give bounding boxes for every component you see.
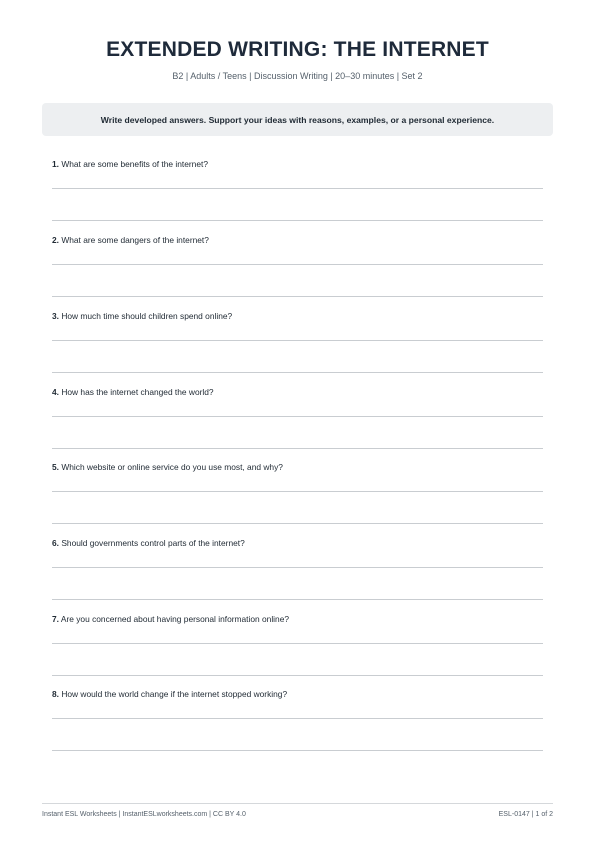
- question-prompt: Are you concerned about having personal information online?: [60, 614, 290, 624]
- question-3: [52, 311, 543, 387]
- question-number: 8.: [52, 689, 59, 699]
- question-prompt: How much time should children spend online?: [61, 311, 233, 321]
- answer-line[interactable]: [52, 340, 543, 341]
- question-text: [52, 614, 289, 624]
- question-text: [52, 235, 209, 245]
- answer-line[interactable]: [52, 718, 543, 719]
- question-text: [52, 689, 287, 699]
- answer-line[interactable]: [52, 188, 543, 189]
- answer-line[interactable]: [52, 372, 543, 373]
- question-number: 7.: [52, 614, 59, 624]
- question-prompt: Should governments control parts of the internet?: [61, 538, 245, 548]
- answer-line[interactable]: [52, 675, 543, 676]
- question-number: 4.: [52, 387, 59, 397]
- question-2: [52, 235, 543, 311]
- answer-line[interactable]: [52, 567, 543, 568]
- question-4: [52, 387, 543, 463]
- question-prompt: What are some dangers of the internet?: [61, 235, 209, 245]
- question-text: [52, 462, 283, 472]
- question-number: 5.: [52, 462, 59, 472]
- instructions-text: Write developed answers. Support your ideas with reasons, examples, or a personal experience.: [100, 114, 495, 125]
- question-prompt: What are some benefits of the internet?: [61, 159, 208, 169]
- question-prompt: Which website or online service do you use most, and why?: [61, 462, 283, 472]
- answer-line[interactable]: [52, 750, 543, 751]
- question-8: [52, 689, 543, 765]
- question-1: [52, 159, 543, 235]
- question-prompt: How has the internet changed the world?: [61, 387, 214, 397]
- question-number: 1.: [52, 159, 59, 169]
- question-text: [52, 538, 245, 548]
- question-number: 6.: [52, 538, 59, 548]
- answer-line[interactable]: [52, 220, 543, 221]
- question-5: [52, 462, 543, 538]
- footer-page-id: ESL-0147 | 1 of 2: [498, 811, 553, 818]
- answer-line[interactable]: [52, 416, 543, 417]
- answer-line[interactable]: [52, 523, 543, 524]
- question-6: [52, 538, 543, 614]
- footer-credits: Instant ESL Worksheets | InstantESLworksheets.com | CC BY 4.0: [42, 811, 246, 818]
- footer-divider: [42, 803, 553, 804]
- question-prompt: How would the world change if the internet stopped working?: [61, 689, 288, 699]
- worksheet-subtitle: B2 | Adults / Teens | Discussion Writing | 20–30 minutes | Set 2: [172, 71, 423, 81]
- answer-line[interactable]: [52, 296, 543, 297]
- worksheet-title: EXTENDED WRITING: THE INTERNET: [106, 38, 489, 61]
- answer-line[interactable]: [52, 643, 543, 644]
- question-number: 2.: [52, 235, 59, 245]
- question-text: [52, 159, 208, 169]
- question-text: [52, 311, 232, 321]
- answer-line[interactable]: [52, 491, 543, 492]
- answer-line[interactable]: [52, 264, 543, 265]
- question-text: [52, 387, 214, 397]
- question-7: [52, 614, 543, 690]
- answer-line[interactable]: [52, 599, 543, 600]
- instructions-box: [42, 103, 553, 136]
- answer-line[interactable]: [52, 448, 543, 449]
- question-number: 3.: [52, 311, 59, 321]
